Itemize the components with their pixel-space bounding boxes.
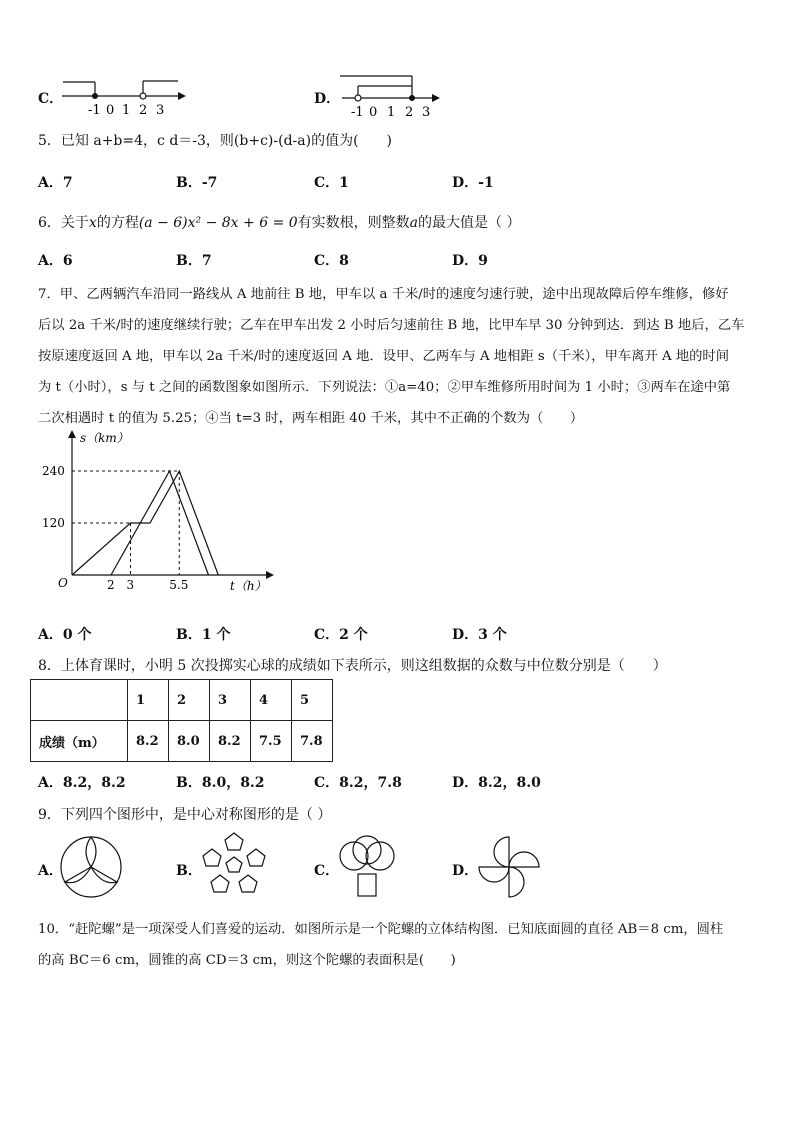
tick-label: 2 xyxy=(405,105,414,120)
series-line-car-jia xyxy=(72,471,218,575)
q6-option-b: B．7 xyxy=(176,253,212,269)
q7-option-d: D．3 个 xyxy=(452,627,507,643)
q9-option-b-label: B． xyxy=(176,863,202,879)
table-cell: 7.5 xyxy=(251,721,292,762)
q5-stem: 5．已知 a+b=4，c d＝-3，则(b+c)-(d-a)的值为( ) xyxy=(38,133,392,149)
q5-option-d: D．-1 xyxy=(452,175,494,191)
q4-option-d-number-line xyxy=(336,70,446,120)
y-tick-label: 240 xyxy=(42,464,65,478)
table-cell: 8.0 xyxy=(169,721,210,762)
tick-label: 3 xyxy=(422,105,431,120)
table-row xyxy=(31,680,333,721)
q7-distance-time-chart xyxy=(38,430,298,602)
q6-var-x: x xyxy=(88,215,97,231)
q9-figure-d-pinwheel xyxy=(474,834,544,900)
table-cell: 8.2 xyxy=(128,721,169,762)
hollow-point xyxy=(140,93,146,99)
q7-line-5: 二次相遇时 t 的值为 5.25；④当 t=3 时，两车相距 40 千米，其中不正确的个数为（ ） xyxy=(38,411,584,426)
q6-stem-post: 有实数根，则整数 xyxy=(297,215,410,231)
axis-arrow xyxy=(432,94,440,102)
q7-line-3: 按原速度返回 A 地，甲车以 2a 千米/时的速度返回 A 地．设甲、乙两车与 A 地相距 s（千米），甲车离开 A 地的时间 xyxy=(38,349,730,364)
q9-figure-c-circles-square xyxy=(336,834,398,900)
q7-line-2: 后以 2a 千米/时的速度继续行驶；乙车在甲车出发 2 小时后匀速前往 B 地，比甲车早 30 分钟到达．到达 B 地后，乙车 xyxy=(38,318,745,333)
axis-arrow xyxy=(178,92,186,100)
q7-option-c: C．2 个 xyxy=(314,627,368,643)
table-cell: 成绩（m） xyxy=(31,721,128,762)
q5-option-c: C．1 xyxy=(314,175,349,191)
q4-option-c-label: C． xyxy=(38,91,64,107)
q6-stem-pre: 6．关于 xyxy=(38,215,89,231)
q9-stem: 9．下列四个图形中，是中心对称图形的是（ ） xyxy=(38,807,332,823)
q4-option-c-number-line xyxy=(60,72,190,122)
q6-option-c: C．8 xyxy=(314,253,349,269)
q6-var-a: a xyxy=(409,215,419,231)
q6-stem-end: 的最大值是（ ） xyxy=(418,215,521,231)
table-cell: 1 xyxy=(128,680,169,721)
q8-option-a: A．8.2，8.2 xyxy=(38,775,126,791)
table-cell xyxy=(31,680,128,721)
q5-option-b: B．-7 xyxy=(176,175,218,191)
table-cell: 7.8 xyxy=(292,721,333,762)
hollow-point xyxy=(355,95,361,101)
q5-option-a: A．7 xyxy=(38,175,73,191)
q7-line-1: 7．甲、乙两辆汽车沿同一路线从 A 地前往 B 地，甲车以 a 千米/时的速度匀速行驶，途中出现故障后停车维修，修好 xyxy=(38,287,729,302)
tick-label: 0 xyxy=(369,105,378,120)
q10-line-1: 10．“赶陀螺”是一项深受人们喜爱的运动．如图所示是一个陀螺的立体结构图．已知底面圆的直径 AB＝8 cm，圆柱 xyxy=(38,922,724,937)
q6-equation: (a − 6)x² − 8x + 6 = 0 xyxy=(138,215,298,231)
y-axis-label: s（km） xyxy=(80,431,129,445)
q10-line-2: 的高 BC＝6 cm，圆锥的高 CD＝3 cm，则这个陀螺的表面积是( ) xyxy=(38,953,456,968)
solid-point xyxy=(92,93,98,99)
table-cell: 3 xyxy=(210,680,251,721)
q6-option-d: D．9 xyxy=(452,253,488,269)
tick-label: -1 xyxy=(88,103,101,118)
tick-label: 2 xyxy=(139,103,148,118)
q9-figure-b-pentagons xyxy=(198,830,270,902)
q4-option-d-label: D． xyxy=(314,91,341,107)
q8-score-table xyxy=(30,679,333,762)
q8-option-b: B．8.0，8.2 xyxy=(176,775,265,791)
x-tick-label: 5.5 xyxy=(169,578,189,592)
q9-option-d-label: D． xyxy=(452,863,479,879)
y-axis-arrow xyxy=(68,430,76,438)
q6-stem-mid: 的方程 xyxy=(96,215,139,231)
q8-option-d: D．8.2，8.0 xyxy=(452,775,541,791)
x-axis-label: t（h） xyxy=(230,579,267,593)
tick-label: 3 xyxy=(156,103,165,118)
q9-option-c-label: C． xyxy=(314,863,340,879)
tick-label: 0 xyxy=(106,103,115,118)
table-cell: 4 xyxy=(251,680,292,721)
q9-figure-a-three-leaf-circle xyxy=(58,834,124,900)
x-axis-arrow xyxy=(266,571,274,579)
table-cell: 2 xyxy=(169,680,210,721)
q6-stem xyxy=(38,212,520,232)
q8-stem: 8．上体育课时，小明 5 次投掷实心球的成绩如下表所示，则这组数据的众数与中位数分别是（ ） xyxy=(38,658,667,674)
q9-option-a-label: A． xyxy=(38,863,63,879)
table-row xyxy=(31,721,333,762)
x-tick-label: 3 xyxy=(126,578,135,592)
q7-line-4: 为 t（小时），s 与 t 之间的函数图象如图所示．下列说法：①a=40；②甲车维修所用时间为 1 小时；③两车在途中第 xyxy=(38,380,731,395)
y-tick-label: 120 xyxy=(42,516,65,530)
q6-option-a: A．6 xyxy=(38,253,73,269)
table-cell: 5 xyxy=(292,680,333,721)
table-cell: 8.2 xyxy=(210,721,251,762)
solid-point xyxy=(409,95,415,101)
tick-label: 1 xyxy=(387,105,396,120)
q8-option-c: C．8.2，7.8 xyxy=(314,775,402,791)
tick-label: -1 xyxy=(351,105,364,120)
x-tick-label: 2 xyxy=(107,578,115,592)
q7-option-b: B．1 个 xyxy=(176,627,231,643)
series-line-car-yi xyxy=(111,471,209,575)
q7-option-a: A．0 个 xyxy=(38,627,92,643)
tick-label: 1 xyxy=(122,103,131,118)
origin-label: O xyxy=(58,576,68,590)
